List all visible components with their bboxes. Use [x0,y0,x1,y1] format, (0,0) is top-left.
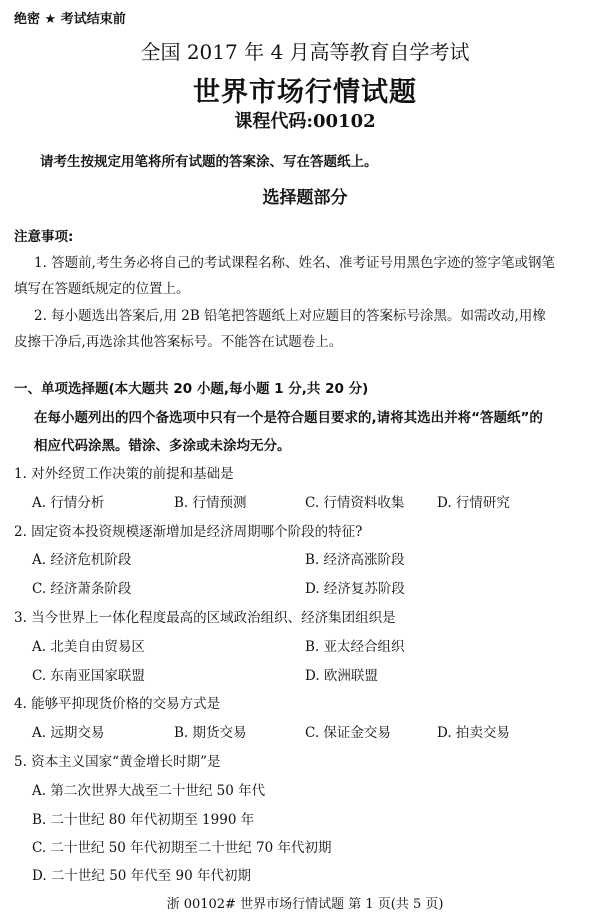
question-5-option-d: D. 二十世纪 50 年代至 90 年代初期 [32,868,251,884]
question-4-option-b: B. 期货交易 [174,725,247,741]
question-3-option-c: C. 东南亚国家联盟 [32,668,145,684]
page-footer: 浙 00102# 世界市场行情试题 第 1 页(共 5 页) [166,897,444,912]
question-3-option-d: D. 欧洲联盟 [305,668,378,684]
question-3-stem: 3. 当今世界上一体化程度最高的区域政治组织、经济集团组织是 [14,610,396,626]
question-5-stem: 5. 资本主义国家“黄金增长时期”是 [14,754,221,770]
question-1-option-d: D. 行情研究 [437,495,510,511]
question-2-option-a: A. 经济危机阶段 [32,552,132,568]
question-4-stem: 4. 能够平抑现货价格的交易方式是 [14,696,221,712]
question-4-option-c: C. 保证金交易 [305,725,391,741]
question-2-option-b: B. 经济高涨阶段 [305,552,405,568]
notice-item-2-line-1: 2. 每小题选出答案后,用 2B 铅笔把答题纸上对应题目的答案标号涂黑。如需改动,用橡 [34,308,546,324]
question-1-option-a: A. 行情分析 [32,495,105,511]
part-one-desc-line-2: 相应代码涂黑。错涂、多涂或未涂均无分。 [34,438,291,454]
course-code: 课程代码:00102 [234,111,376,132]
question-1-option-b: B. 行情预测 [174,495,247,511]
question-2-option-c: C. 经济萧条阶段 [32,581,132,597]
question-2-stem: 2. 固定资本投资规模逐渐增加是经济周期哪个阶段的特征? [14,524,363,540]
question-5-option-a: A. 第二次世界大战至二十世纪 50 年代 [32,783,266,799]
question-5-option-b: B. 二十世纪 80 年代初期至 1990 年 [32,812,255,828]
question-1-option-c: C. 行情资料收集 [305,495,405,511]
part-one-heading: 一、单项选择题(本大题共 20 小题,每小题 1 分,共 20 分) [14,381,369,397]
question-5-option-c: C. 二十世纪 50 年代初期至二十世纪 70 年代初期 [32,840,332,856]
notice-item-2-line-2: 皮擦干净后,再选涂其他答案标号。不能答在试题卷上。 [14,334,343,350]
question-1-stem: 1. 对外经贸工作决策的前提和基础是 [14,466,234,482]
confidential-label: 绝密 ★ 考试结束前 [14,12,126,27]
notice-label: 注意事项: [14,229,74,245]
question-4-option-a: A. 远期交易 [32,725,105,741]
section-title: 选择题部分 [262,188,348,208]
exam-title: 全国 2017 年 4 月高等教育自学考试 [140,40,470,64]
paper-title: 世界市场行情试题 [193,77,417,108]
question-3-option-b: B. 亚太经合组织 [305,639,405,655]
question-3-option-a: A. 北美自由贸易区 [32,639,145,655]
question-2-option-d: D. 经济复苏阶段 [305,581,405,597]
part-one-desc-line-1: 在每小题列出的四个备选项中只有一个是符合题目要求的,请将其选出并将“答题纸”的 [34,410,543,426]
question-4-option-d: D. 拍卖交易 [437,725,510,741]
notice-item-1-line-1: 1. 答题前,考生务必将自己的考试课程名称、姓名、准考证号用黑色字迹的签字笔或钢笔 [34,255,555,271]
answer-instruction: 请考生按规定用笔将所有试题的答案涂、写在答题纸上。 [40,154,378,170]
notice-item-1-line-2: 填写在答题纸规定的位置上。 [14,281,190,297]
